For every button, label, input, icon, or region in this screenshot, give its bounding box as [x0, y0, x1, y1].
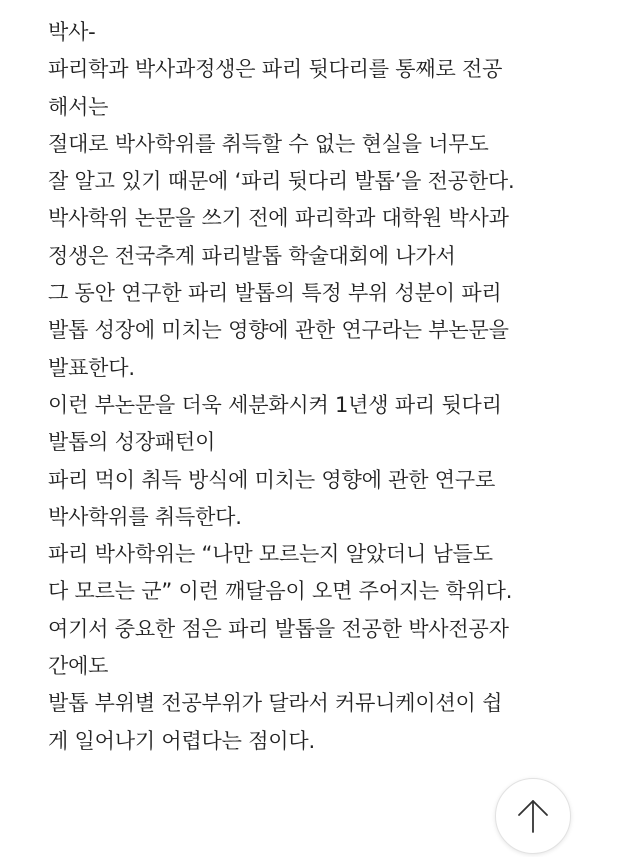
article-body: [48, 14, 608, 760]
text-line: 간에도: [48, 654, 109, 679]
text-line: 그 동안 연구한 파리 발톱의 특정 부위 성분이 파리: [48, 281, 502, 306]
text-line: 발톱 부위별 전공부위가 달라서 커뮤니케이션이 쉽: [48, 691, 503, 716]
text-line: 해서는: [48, 94, 109, 119]
text-line: 다 모르는 군” 이런 깨달음이 오면 주어지는 학위다.: [48, 579, 513, 604]
text-line: 발표한다.: [48, 355, 135, 380]
text-line: 박사-: [48, 20, 96, 44]
text-line: 정생은 전국추계 파리발톱 학술대회에 나가서: [48, 243, 456, 268]
text-line: 파리학과 박사과정생은 파리 뒷다리를 통째로 전공: [48, 57, 503, 82]
text-line: 박사학위 논문을 쓰기 전에 파리학과 대학원 박사과: [48, 206, 509, 231]
text-line: 잘 알고 있기 때문에 ‘파리 뒷다리 발톱’을 전공한다.: [48, 169, 515, 194]
text-line: 여기서 중요한 점은 파리 발톱을 전공한 박사전공자: [48, 616, 509, 641]
scroll-to-top-button[interactable]: [495, 778, 571, 854]
text-line: 발톱의 성장패턴이: [48, 430, 216, 455]
text-line: 파리 먹이 취득 방식에 미치는 영향에 관한 연구로: [48, 467, 496, 492]
text-line: 박사학위를 취득한다.: [48, 504, 242, 529]
text-line: 파리 박사학위는 “나만 모르는지 알았더니 남들도: [48, 542, 493, 567]
arrow-up-icon: [516, 797, 550, 835]
text-line: 발톱 성장에 미치는 영향에 관한 연구라는 부논문을: [48, 318, 509, 343]
text-line: 이런 부논문을 더욱 세분화시켜 1년생 파리 뒷다리: [48, 392, 502, 417]
text-line: 절대로 박사학위를 취득할 수 없는 현실을 너무도: [48, 131, 489, 156]
text-line: 게 일어나기 어렵다는 점이다.: [48, 728, 315, 753]
